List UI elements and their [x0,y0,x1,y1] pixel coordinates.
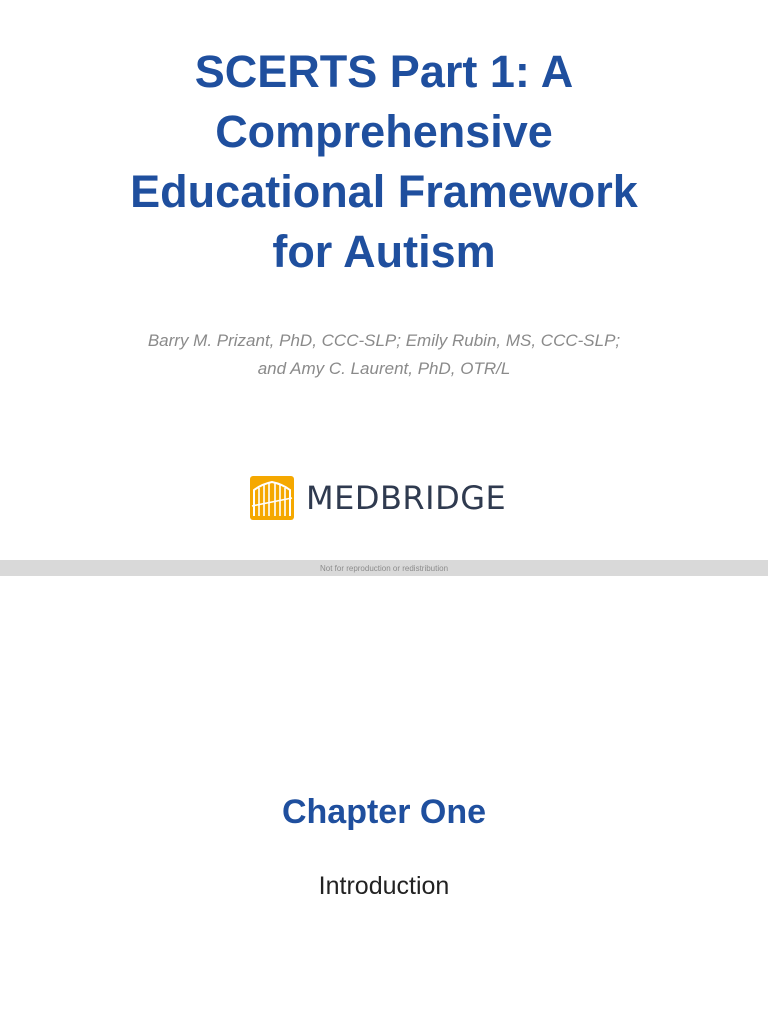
chapter-subtitle: Introduction [318,872,450,900]
page-divider [0,560,768,576]
authors-line: Barry M. Prizant, PhD, CCC-SLP; Emily Rubin, MS, CCC-SLP; and Amy C. Laurent, PhD, OTR/L [147,331,621,378]
chapter-title: Chapter One [281,793,487,831]
medbridge-logo-icon [250,476,294,520]
presentation-title: SCERTS Part 1: A Comprehensive Educational Framework for Autism [130,46,638,277]
logo-wordmark: MEDBRIDGE [306,479,507,517]
reproduction-notice: Not for reproduction or redistribution [319,563,449,573]
medbridge-logo [250,475,520,521]
